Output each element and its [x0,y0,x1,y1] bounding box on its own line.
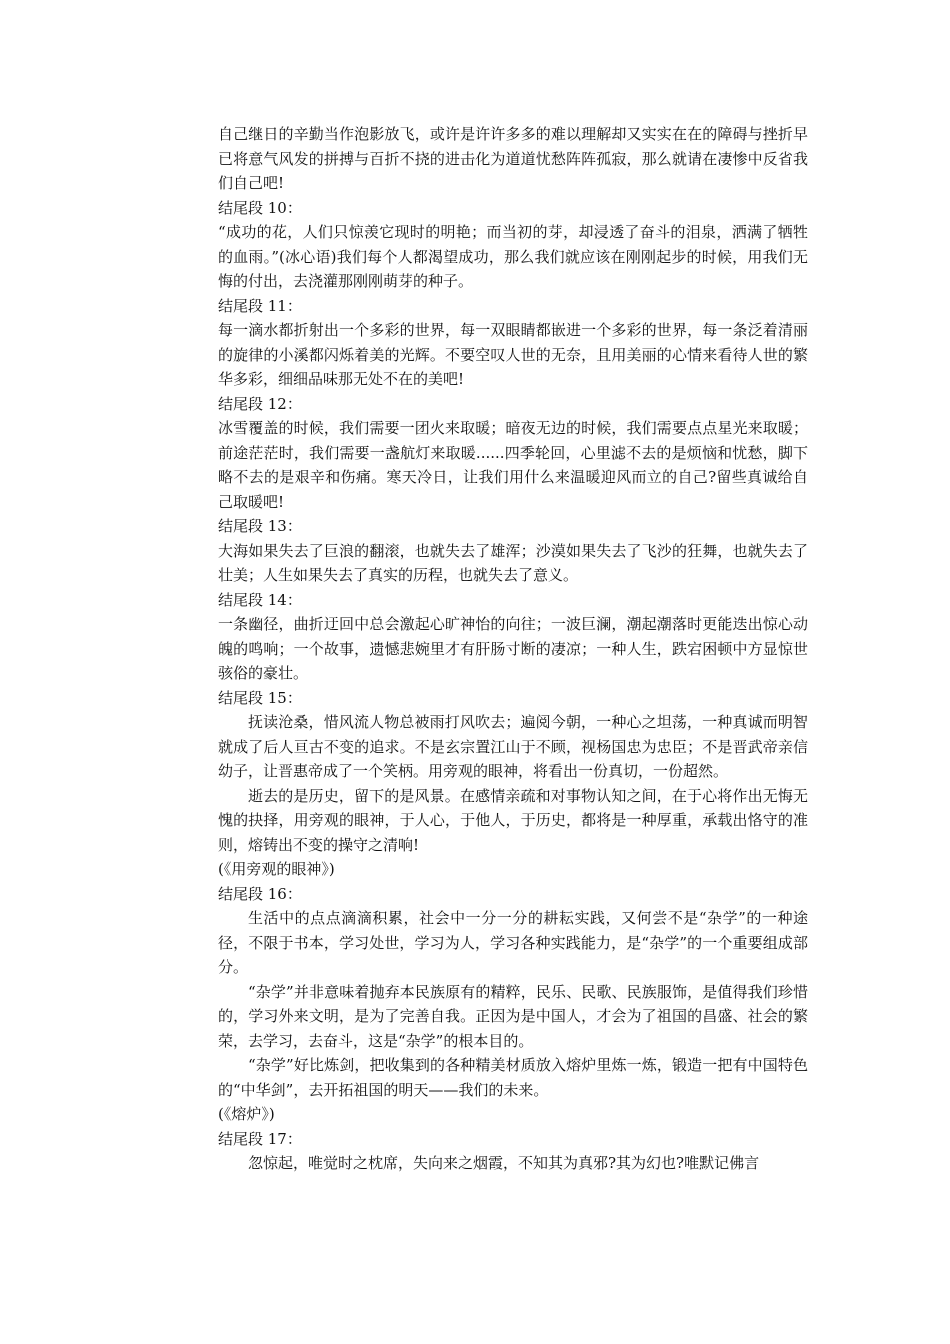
paragraph: 大海如果失去了巨浪的翻滚，也就失去了雄浑；沙漠如果失去了飞沙的狂舞，也就失去了壮美；人生如果失去了真实的历程，也就失去了意义。 [218,541,808,584]
section-heading: 结尾段 15： [218,688,302,707]
paragraph: 生活中的点点滴滴积累，社会中一分一分的耕耘实践，又何尝不是“杂学”的一种途径，不限于书本，学习处世，学习为人，学习各种实践能力，是“杂学”的一个重要组成部分。 [218,909,808,976]
paragraph: 逝去的是历史，留下的是风景。在感情亲疏和对事物认知之间，在于心将作出无悔无愧的抉择，用旁观的眼神，于人心，于他人，于历史，都将是一种厚重，承载出恪守的准则，熔铸出不变的操守之清响! [218,786,808,854]
section-heading: 结尾段 14： [218,590,302,609]
paragraph: “杂学”好比炼剑，把收集到的各种精美材质放入熔炉里炼一炼，锻造一把有中国特色的“中华剑”，去开拓祖国的明天——我们的未来。 [218,1056,808,1099]
section-heading: 结尾段 17： [218,1129,302,1148]
paragraph: 忽惊起，唯觉时之枕席，失向来之烟霞，不知其为真邪?其为幻也?唯默记佛言 [248,1154,760,1172]
paragraph: 抚读沧桑，惜风流人物总被雨打风吹去；遍阅今朝，一种心之坦荡，一种真诚而明智就成了后人亘古不变的追求。不是玄宗置江山于不顾，视杨国忠为忠臣；不是晋武帝亲信幼子，让晋惠帝成了一个笑柄。用旁观的眼神，将看出一份真切，一份超然。 [218,713,808,780]
section-heading: 结尾段 11： [218,296,302,315]
document-page [218,122,808,1176]
section-heading: 结尾段 12： [218,394,302,413]
paragraph: 每一滴水都折射出一个多彩的世界，每一双眼睛都嵌进一个多彩的世界，每一条泛着清丽的旋律的小溪都闪烁着美的光辉。不要空叹人世的无奈，且用美丽的心情来看待人世的繁华多彩，细细品味那无处不在的美吧! [218,321,808,388]
paragraph: “杂学”并非意味着抛弃本民族原有的精粹，民乐、民歌、民族服饰，是值得我们珍惜的，学习外来文明，是为了完善自我。正因为是中国人，才会为了祖国的昌盛、社会的繁荣，去学习，去奋斗，这是“杂学”的根本目的。 [218,982,808,1050]
source-citation: (《用旁观的眼神》) [218,860,335,878]
section-heading: 结尾段 16： [218,884,302,903]
source-citation: (《熔炉》) [218,1105,275,1123]
paragraph: “成功的花，人们只惊羡它现时的明艳；而当初的芽，却浸透了奋斗的泪泉，洒满了牺牲的血雨。”(冰心语)我们每个人都渴望成功，那么我们就应该在刚刚起步的时候，用我们无悔的付出，去浇灌那刚刚萌芽的种子。 [218,223,808,290]
paragraph: 一条幽径，曲折迂回中总会激起心旷神怡的向往；一波巨澜，潮起潮落时更能迭出惊心动魄的鸣响；一个故事，遗憾悲婉里才有肝肠寸断的凄凉；一种人生，跌宕困顿中方显惊世骇俗的豪壮。 [218,615,808,682]
paragraph: 自己继日的辛勤当作泡影放飞，或许是许许多多的难以理解却又实实在在的障碍与挫折早已将意气风发的拼搏与百折不挠的进击化为道道忧愁阵阵孤寂，那么就请在凄惨中反省我们自己吧! [218,125,808,192]
section-heading: 结尾段 13： [218,517,302,535]
section-heading: 结尾段 10： [218,198,302,217]
paragraph: 冰雪覆盖的时候，我们需要一团火来取暖；暗夜无边的时候，我们需要点点星光来取暖；前途茫茫时，我们需要一盏航灯来取暖......四季轮回，心里滤不去的是烦恼和忧愁，脚下略不去的是艰辛和伤痛。寒天冷日，让我们用什么来温暖迎风而立的自己?留些真诚给自己取暖吧! [218,419,808,511]
